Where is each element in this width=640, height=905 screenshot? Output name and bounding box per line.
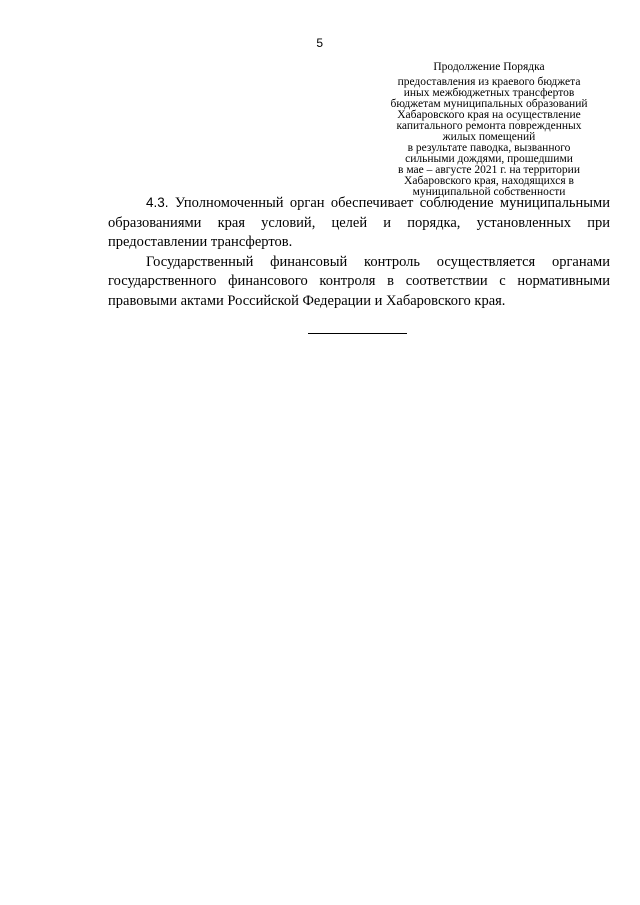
paragraph-financial-control: Государственный финансовый контроль осуществляется органами государственного финансового контроля в соответствии с нормативными правовыми актами Российской Федерации и Хабаровского края. [108, 253, 610, 309]
header-line: в результате паводка, вызванного [407, 142, 571, 154]
header-line: сильными дождями, прошедшими [405, 153, 573, 165]
paragraph-4-3 [108, 193, 610, 253]
header-title: Продолжение Порядка [433, 61, 545, 73]
paragraph-text: Уполномоченный орган обеспечивает соблюдение муниципальными образованиями края условий, целей и порядка, установленных при предоставлении трансфертов. [108, 195, 610, 250]
header-line: жилых помещений [442, 131, 536, 143]
header-line: бюджетам муниципальных образований [390, 98, 588, 110]
header-line: предоставления из краевого бюджета [397, 76, 581, 88]
paragraph-number: 4.3. [146, 195, 169, 210]
header-line: в мае – августе 2021 г. на территории [398, 164, 580, 176]
document-body [108, 193, 610, 311]
document-header [372, 62, 606, 198]
page-number: 5 [316, 36, 324, 50]
header-line: Хабаровского края на осуществление [397, 109, 581, 121]
header-line: Хабаровского края, находящихся в [404, 175, 574, 187]
header-line: муниципальной собственности [412, 186, 566, 198]
header-line: иных межбюджетных трансфертов [403, 87, 575, 99]
closing-divider [308, 333, 407, 334]
header-line: капитального ремонта поврежденных [396, 120, 582, 132]
